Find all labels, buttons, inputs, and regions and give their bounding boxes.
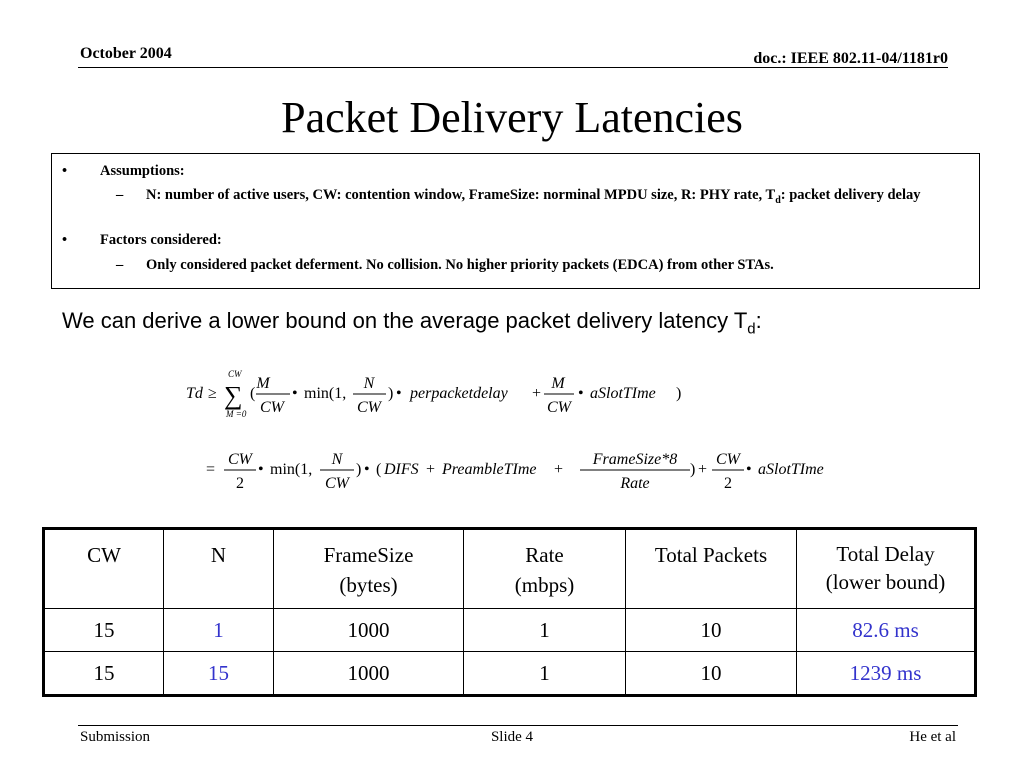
- formula-term: PreambleTIme: [442, 461, 537, 478]
- sum-symbol-icon: ∑: [224, 381, 243, 410]
- header-cell-total-delay: [797, 529, 976, 609]
- derive-suffix: :: [755, 308, 762, 333]
- header-cell-n: [164, 529, 274, 609]
- derive-sentence: [62, 308, 762, 337]
- header-divider: [78, 67, 948, 68]
- plus-operator: +: [698, 461, 708, 478]
- bullet-marker: •: [62, 163, 68, 179]
- fraction-denominator: 2: [236, 475, 244, 492]
- cell-framesize: 1000: [274, 609, 464, 652]
- fraction-numerator: M: [551, 375, 565, 392]
- fraction-numerator: CW: [228, 451, 252, 468]
- formula-term: aSlotTIme: [590, 385, 656, 402]
- definitions-text: N: number of active users, CW: contention window, FrameSize: norminal MPDU size, R: PHY rate, T: [146, 187, 776, 203]
- header-cell-framesize: [274, 529, 464, 609]
- dash-marker: –: [116, 257, 124, 273]
- formula-term: DIFS: [384, 461, 419, 478]
- plus-operator: +: [532, 385, 542, 402]
- min-function: min(1,: [304, 385, 347, 402]
- header-text: Total Delay: [836, 542, 935, 566]
- derive-text: We can derive a lower bound on the average packet delivery latency T: [62, 308, 748, 333]
- formula-line-1: [170, 366, 710, 426]
- bullet-operator-icon: •: [578, 385, 584, 402]
- header-cell-total-packets: [626, 529, 797, 609]
- definitions-subscript: d: [775, 194, 781, 206]
- header-date: October 2004: [80, 45, 172, 62]
- table-header-row: [44, 529, 976, 609]
- cell-total-packets: 10: [626, 609, 797, 652]
- cell-n: 15: [164, 652, 274, 696]
- header-unit: (mbps): [514, 573, 575, 597]
- plus-operator: +: [426, 461, 436, 478]
- fraction-numerator: M: [256, 375, 270, 392]
- slide-title: Packet Delivery Latencies: [281, 93, 743, 142]
- header-text: Rate: [525, 543, 564, 567]
- formula-lhs: Td: [186, 385, 203, 402]
- results-table: [42, 527, 977, 697]
- header-unit: (bytes): [339, 573, 398, 597]
- derive-subscript: d: [747, 320, 756, 338]
- cell-cw: 15: [44, 652, 164, 696]
- bullet-operator-icon: •: [258, 461, 264, 478]
- header-text: Total Packets: [654, 543, 768, 567]
- plus-operator: +: [554, 461, 564, 478]
- formula-relation: =: [206, 461, 216, 478]
- fraction-numerator: CW: [716, 451, 740, 468]
- sub-bullet-text: [146, 185, 966, 211]
- formula-line-2: [200, 444, 860, 498]
- sum-lower-limit: M =0: [226, 409, 247, 419]
- fraction-denominator: CW: [357, 399, 381, 416]
- footer-submission: Submission: [80, 729, 151, 745]
- formula-term: perpacketdelay: [410, 385, 508, 402]
- cell-n: 1: [164, 609, 274, 652]
- header-doc-id: doc.: IEEE 802.11-04/1181r0: [753, 50, 948, 67]
- cell-total-delay: 1239 ms: [797, 652, 976, 696]
- header-cell-cw: [44, 529, 164, 609]
- footer-slide-number: Slide 4: [490, 729, 534, 745]
- paren-close: ): [690, 461, 696, 478]
- header-unit: (lower bound): [825, 570, 946, 594]
- cell-rate: 1: [464, 652, 626, 696]
- paren-open: (: [376, 461, 382, 478]
- fraction-numerator: N: [331, 451, 343, 468]
- sum-upper-limit: CW: [228, 369, 242, 379]
- definitions-suffix: : packet delivery delay: [780, 187, 921, 203]
- paren-close: ): [388, 385, 394, 402]
- footer-author: He et al: [909, 729, 956, 745]
- header-text: FrameSize: [323, 543, 414, 567]
- bullet-marker: •: [62, 232, 68, 248]
- fraction-denominator: CW: [325, 475, 349, 492]
- bullet-text: Factors considered:: [100, 232, 222, 248]
- fraction-denominator: CW: [260, 399, 284, 416]
- cell-rate: 1: [464, 609, 626, 652]
- fraction-denominator: CW: [547, 399, 571, 416]
- footer-divider: [78, 725, 958, 726]
- header-cell-rate: [464, 529, 626, 609]
- assumptions-box: [51, 153, 980, 289]
- bullet-operator-icon: •: [364, 461, 370, 478]
- sub-bullet-text: Only considered packet deferment. No collision. No higher priority packets (EDCA) from other STAs.: [146, 257, 774, 273]
- min-function: min(1,: [270, 461, 313, 478]
- bullet-text: Assumptions:: [100, 163, 185, 179]
- formula-relation: ≥: [208, 385, 217, 402]
- paren-close: ): [356, 461, 362, 478]
- cell-total-packets: 10: [626, 652, 797, 696]
- paren-close: ): [676, 385, 682, 402]
- bullet-operator-icon: •: [396, 385, 402, 402]
- dash-marker: –: [116, 187, 124, 203]
- fraction-denominator: Rate: [620, 475, 650, 492]
- table-row: [44, 609, 976, 652]
- cell-total-delay: 82.6 ms: [797, 609, 976, 652]
- cell-cw: 15: [44, 609, 164, 652]
- fraction-denominator: 2: [724, 475, 732, 492]
- cell-framesize: 1000: [274, 652, 464, 696]
- formula-term: aSlotTIme: [758, 461, 824, 478]
- fraction-numerator: FrameSize*8: [592, 451, 678, 468]
- bullet-operator-icon: •: [292, 385, 298, 402]
- header-text: CW: [87, 543, 121, 567]
- bullet-operator-icon: •: [746, 461, 752, 478]
- paren-open: (: [250, 385, 256, 402]
- fraction-numerator: N: [363, 375, 375, 392]
- header-text: N: [210, 543, 227, 567]
- table-row: [44, 652, 976, 696]
